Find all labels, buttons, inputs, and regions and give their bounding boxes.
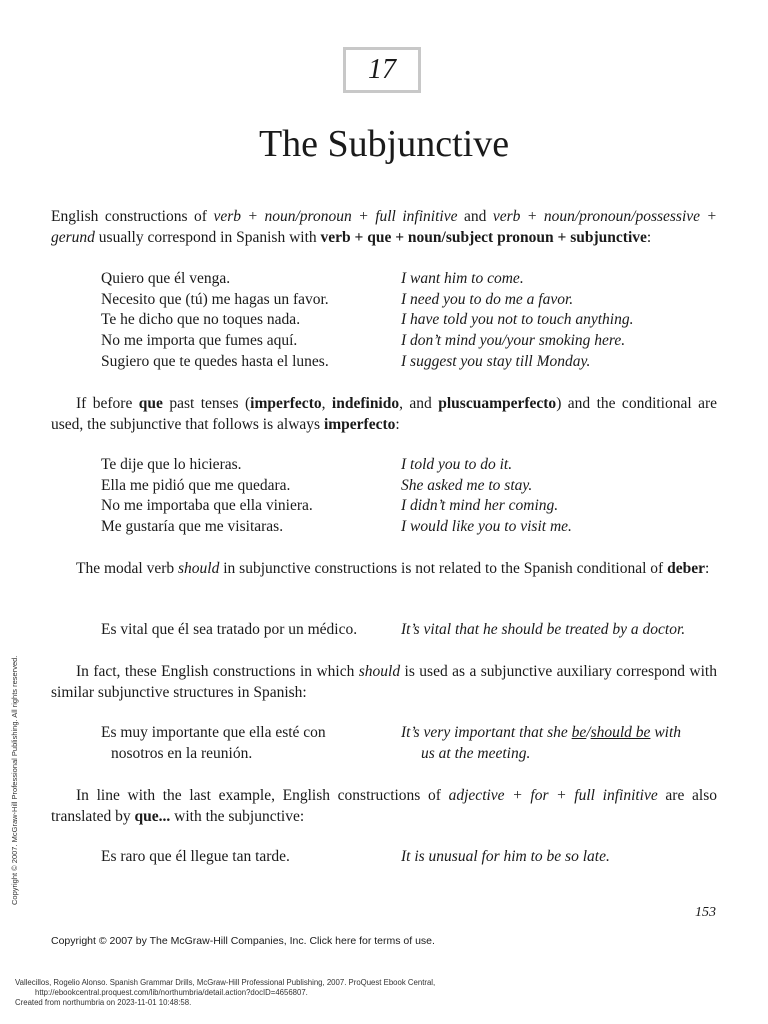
english-translation: I don’t mind you/your smoking here. (401, 332, 626, 350)
english-translation: I need you to do me a favor. (401, 290, 574, 308)
modal-should-paragraph: The modal verb should in subjunctive constructions is not related to the Spanish conditional of deber: (76, 560, 710, 577)
spanish-example: Me gustaría que me visitaras. (101, 518, 284, 536)
page-number: 153 (695, 905, 716, 920)
example-4 (101, 723, 721, 764)
spanish-example: Te he dicho que no toques nada. (101, 311, 301, 329)
past-tenses-paragraph: If before que past tenses (imperfecto, indefinido, and pluscuamperfecto) and the conditional are used, the subjunctive that follows is always imperfecto: (51, 395, 718, 433)
page-title: The Subjunctive (258, 123, 510, 165)
example-row (101, 517, 721, 538)
english-translation: I didn’t mind her coming. (401, 497, 559, 515)
citation-url[interactable]: http://ebookcentral.proquest.com/lib/northumbria/detail.action?docID=4656807. (35, 988, 308, 997)
spanish-example: No me importaba que ella viniera. (101, 497, 313, 515)
example-row (101, 620, 721, 641)
example-5 (101, 847, 721, 868)
example-row (101, 723, 721, 744)
spanish-example: No me importa que fumes aquí. (101, 332, 298, 350)
example-row (101, 352, 721, 373)
english-translation: It’s very important that she be/should be with (401, 724, 682, 741)
english-translation: I suggest you stay till Monday. (401, 352, 591, 370)
citation-footer (15, 978, 715, 1008)
spanish-example: Necesito que (tú) me hagas un favor. (101, 290, 329, 308)
spanish-example: Es vital que él sea tratado por un médico. (101, 621, 358, 638)
spanish-example: Quiero que él venga. (101, 270, 231, 287)
spanish-example: Te dije que lo hicieras. (101, 456, 242, 473)
chapter-number-box (343, 47, 421, 93)
example-row (101, 310, 721, 331)
intro-paragraph: English constructions of verb + noun/pronoun + full infinitive and verb + noun/pronoun/possessive + gerund usually correspond in Spanish with verb + que + noun/subject pronoun + subjunctive: (51, 208, 717, 246)
subjunctive-auxiliary-paragraph: In fact, these English constructions in which should is used as a subjunctive auxiliary correspond with similar subjunctive structures in Spanish: (51, 663, 717, 701)
example-3 (101, 620, 721, 641)
example-row (101, 269, 721, 290)
english-translation: It is unusual for him to be so late. (401, 848, 610, 865)
underlined-should-be: should be (590, 724, 651, 741)
english-translation: I want him to come. (401, 270, 524, 287)
adjective-for-paragraph: In line with the last example, English constructions of adjective + for + full infinitive are also translated by que... with the subjunctive: (51, 787, 718, 825)
side-copyright-note: Copyright © 2007. McGraw-Hill Professional Publishing. All rights reserved. (10, 655, 19, 905)
chapter-number: 17 (368, 54, 396, 85)
example-list-2 (101, 455, 721, 538)
example-row (101, 476, 721, 497)
example-row (101, 496, 721, 517)
citation-line-1: Vallecillos, Rogelio Alonso. Spanish Grammar Drills, McGraw-Hill Professional Publishing, 2007. ProQuest Ebook Central, (15, 978, 436, 987)
example-row-continued (101, 744, 721, 765)
example-row (101, 455, 721, 476)
spanish-example: Ella me pidió que me quedara. (101, 476, 291, 494)
english-translation-continued: us at the meeting. (421, 744, 531, 762)
example-row (101, 847, 721, 868)
example-list-1 (101, 269, 721, 373)
english-translation: It’s vital that he should be treated by a doctor. (401, 621, 686, 638)
spanish-example: Es raro que él llegue tan tarde. (101, 848, 290, 865)
example-row (101, 290, 721, 311)
copyright-terms-link[interactable]: Copyright © 2007 by The McGraw-Hill Companies, Inc. Click here for terms of use. (51, 935, 435, 947)
spanish-example: Es muy importante que ella esté con (101, 724, 326, 741)
spanish-example-continued: nosotros en la reunión. (111, 744, 253, 762)
english-translation: I would like you to visit me. (401, 518, 572, 536)
example-row (101, 331, 721, 352)
english-translation: I have told you not to touch anything. (401, 311, 634, 329)
underlined-be: be (571, 724, 587, 741)
english-translation: I told you to do it. (401, 456, 513, 473)
english-translation: She asked me to stay. (401, 476, 533, 494)
citation-created: Created from northumbria on 2023-11-01 10:48:58. (15, 998, 192, 1007)
spanish-example: Sugiero que te quedes hasta el lunes. (101, 352, 329, 370)
